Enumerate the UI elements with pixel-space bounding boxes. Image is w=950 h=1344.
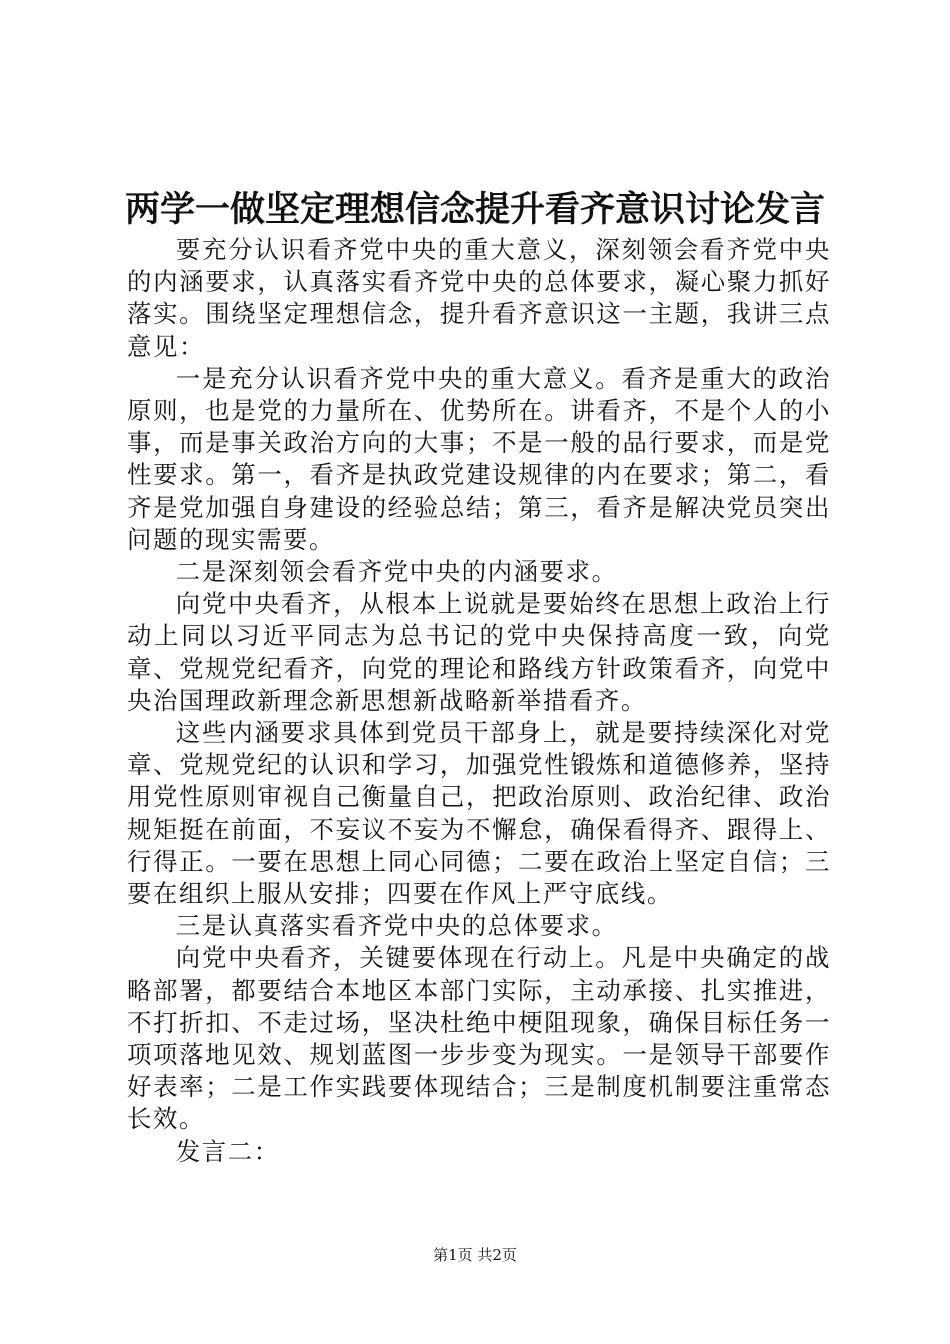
paragraph-point-two-body: 向党中央看齐，从根本上说就是要始终在思想上政治上行动上同以习近平同志为总书记的党中央保持高度一致，向党章、党规党纪看齐，向党的理论和路线方针政策看齐，向党中央治国理政新理念新思想新战略新举措看齐。 — [127, 589, 831, 715]
paragraph-point-two-details: 这些内涵要求具体到党员干部身上，就是要持续深化对党章、党规党纪的认识和学习，加强党性锻炼和道德修养，坚持用党性原则审视自己衡量自己，把政治原则、政治纪律、政治规矩挺在前面，不妄议不妄为不懈怠，确保看得齐、跟得上、行得正。一要在思想上同心同德；二要在政治上坚定自信；三要在组织上服从安排；四要在作风上严守底线。 — [127, 718, 831, 909]
paragraph-speech-two: 发言二： — [175, 1136, 280, 1166]
paragraph-point-one: 一是充分认识看齐党中央的重大意义。看齐是重大的政治原则，也是党的力量所在、优势所在。讲看齐，不是个人的小事，而是事关政治方向的大事；不是一般的品行要求，而是党性要求。第一，看齐是执政党建设规律的内在要求；第二，看齐是党加强自身建设的经验总结；第三，看齐是解决党员突出问题的现实需要。 — [127, 363, 831, 554]
document-body — [127, 234, 831, 1168]
paragraph-point-three-heading: 三是认真落实看齐党中央的总体要求。 — [175, 911, 618, 941]
paragraph-intro: 要充分认识看齐党中央的重大意义，深刻领会看齐党中央的内涵要求，认真落实看齐党中央的总体要求，凝心聚力抓好落实。围绕坚定理想信念，提升看齐意识这一主题，我讲三点意见： — [127, 235, 831, 361]
paragraph-point-three-body: 向党中央看齐，关键要体现在行动上。凡是中央确定的战略部署，都要结合本地区本部门实际，主动承接、扎实推进，不打折扣、不走过场，坚决杜绝中梗阻现象，确保目标任务一项项落地见效、规划蓝图一步步变为现实。一是领导干部要作好表率；二是工作实践要体现结合；三是制度机制要注重常态长效。 — [127, 943, 831, 1134]
document-title: 两学一做坚定理想信念提升看齐意识讨论发言 — [124, 189, 825, 230]
paragraph-point-two-heading: 二是深刻领会看齐党中央的内涵要求。 — [175, 557, 618, 587]
page-number-footer: 第1页 共2页 — [433, 1246, 517, 1264]
